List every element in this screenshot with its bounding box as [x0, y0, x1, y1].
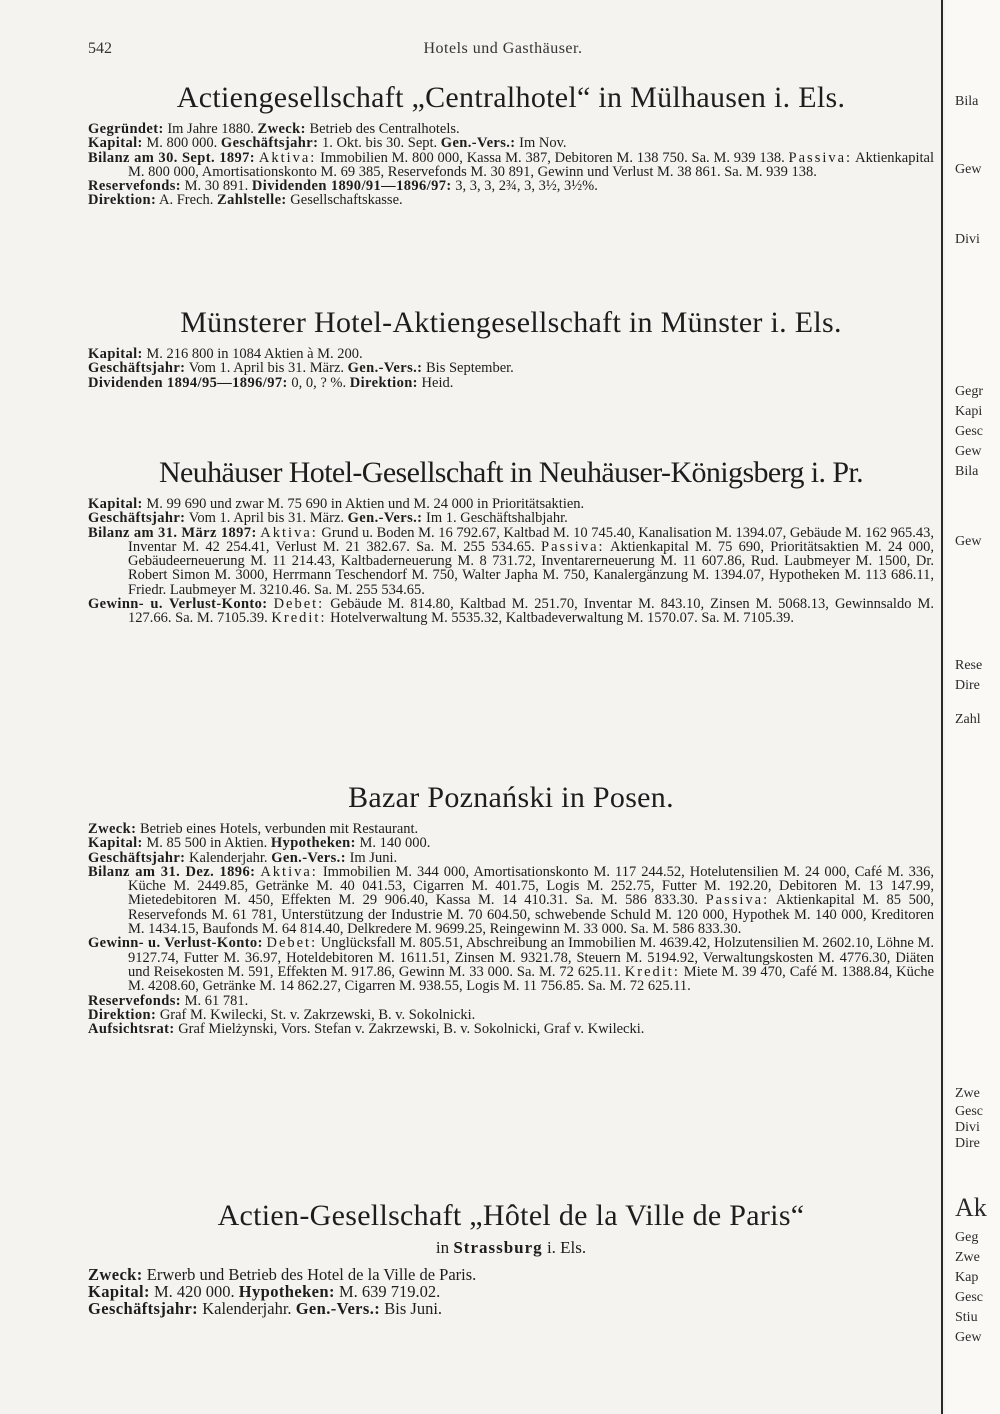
fragment: Gesc	[955, 1290, 983, 1305]
entry-line: Kapital: M. 99 690 und zwar M. 75 690 in Aktien und M. 24 000 in Prioritätsaktien.	[88, 496, 585, 512]
entry-title: Neuhäuser Hotel-Gesellschaft in Neuhäuser-Königsberg i. Pr.	[158, 456, 864, 489]
profit-loss-account: Gewinn- u. Verlust-Konto: Debet: Gebäude M. 814.80, Kaltbad M. 251.70, Inventar M. 843.10, Zinsen M. 5068.13, Gewinnsaldo M. 127.66. Sa. M. 7105.39. Kredit: Hotelverwaltung M. 5535.32, Kaltbadeverwaltung M. 1570.07. Sa. M. 7105.39.	[88, 596, 934, 627]
balance-sheet: Bilanz am 31. Dez. 1896: Aktiva: Immobilien M. 344 000, Amortisationskonto M. 117 244.52, Hotelutensilien M. 24 000, Café M. 336, Küche M. 2449.85, Getränke M. 40 041.53, Cigarren M. 401.75, Logis M. 252.75, Futter M. 192.20, Debitoren M. 13 147.99, Mietedebitoren M. 450, Effekten M. 29 906.40, Kassa M. 14 410.31. Sa. M. 586 833.30. Passiva: Aktienkapital M. 85 500, Reservefonds M. 61 781, Unterstützung der Industrie M. 70 604.50, schwebende Schuld M. 120 000, Hypothek M. 140 000, Kreditoren M. 1434.15, Baufonds M. 64 814.40, Delkredere M. 9699.25, Reingewinn M. 33 000. Sa. M. 586 833.30.	[88, 863, 934, 938]
entry-hotel-ville-de-paris	[88, 1198, 934, 1317]
adjacent-page-strip	[945, 0, 1000, 1414]
entry-centralhotel	[88, 80, 934, 208]
fragment: Gew	[955, 1330, 982, 1345]
fragment: Dire	[955, 1136, 980, 1151]
entry-muensterer-hotel	[88, 305, 934, 390]
entry-line: Geschäftsjahr: Vom 1. April bis 31. März. Gen.-Vers.: Bis September.	[88, 360, 514, 377]
fragment: Divi	[955, 232, 980, 247]
fragment: Gew	[955, 162, 982, 177]
entry-line: Direktion: A. Frech. Zahlstelle: Gesellschaftskasse.	[88, 192, 403, 209]
entry-line: Gegründet: Im Jahre 1880. Zweck: Betrieb des Centralhotels.	[88, 121, 460, 137]
entry-line: Kapital: M. 85 500 in Aktien. Hypotheken: M. 140 000.	[88, 835, 431, 852]
fragment: Bila	[955, 464, 979, 479]
fragment: Kap	[955, 1270, 979, 1285]
fragment: Zwe	[955, 1250, 980, 1265]
fragment: Zwe	[955, 1086, 980, 1101]
balance-sheet: Bilanz am 31. März 1897: Aktiva: Grund u. Boden M. 16 792.67, Kaltbad M. 10 745.40, Kanalisation M. 1394.07, Gebäude M. 162 965.43, Inventar M. 42 254.41, Verlust M. 21 382.67. Sa. M. 255 534.65. Passiva: Aktienkapital M. 75 690, Prioritätsaktien M. 24 000, Gebäudeerneuerung M. 11 214.43, Kaltbaderneuerung M. 8 731.72, Inventarerneuerung M. 11 607.86, Rud. Laubmeyer M. 1500, Dr. Robert Simon M. 3000, Herrmann Teschendorf M. 750, Walter Japha M. 750, Kanalergänzung M. 1394.07, Hypotheken M. 113 686.11, Friedr. Laubmeyer M. 3210.46. Sa. M. 255 534.65.	[88, 524, 934, 598]
fragment: Gew	[955, 444, 982, 459]
fragment: Divi	[955, 1120, 980, 1135]
entry-line: Kapital: M. 216 800 in 1084 Aktien à M. 200.	[88, 346, 363, 362]
fragment: Gew	[955, 534, 982, 549]
entry-line: Geschäftsjahr: Vom 1. April bis 31. März. Gen.-Vers.: Im 1. Geschäftshalbjahr.	[88, 510, 568, 527]
entry-title: Bazar Poznański in Posen.	[348, 781, 674, 814]
fragment: Zahl	[955, 712, 981, 727]
running-title: Hotels und Gasthäuser.	[423, 40, 583, 57]
fragment: Dire	[955, 678, 980, 693]
balance-sheet: Bilanz am 30. Sept. 1897: Aktiva: Immobilien M. 800 000, Kassa M. 387, Debitoren M. 138 750. Sa. M. 939 138. Passiva: Aktienkapital M. 800 000, Amortisationskonto M. 69 385, Reservefonds M. 30 891, Gewinn und Verlust M. 38 861. Sa. M. 939 138.	[88, 149, 935, 180]
city-name: Strassburg	[453, 1238, 543, 1257]
entry-line: Reservefonds: M. 30 891. Dividenden 1890/91—1896/97: 3, 3, 3, 2¾, 3, 3½, 3½%.	[88, 178, 598, 195]
entry-line: Geschäftsjahr: Kalenderjahr. Gen.-Vers.: Im Juni.	[88, 849, 398, 866]
page-number: 542	[88, 40, 112, 57]
column-divider	[941, 0, 943, 1414]
entry-line: Dividenden 1894/95—1896/97: 0, 0, ? %. Direktion: Heid.	[88, 374, 454, 391]
entry-line: Zweck: Erwerb und Betrieb des Hotel de la Ville de Paris.	[88, 1265, 477, 1284]
profit-loss-account: Gewinn- u. Verlust-Konto: Debet: Unglücksfall M. 805.51, Abschreibung an Immobilien M. 4639.42, Holzutensilien M. 2602.10, Löhne M. 9127.74, Futter M. 36.97, Hoteldebitoren M. 1611.51, Zinsen M. 9321.78, Steuern M. 5194.92, Verwaltungskosten M. 4776.30, Diäten und Reisekosten M. 591, Effekten M. 917.86, Gewinn M. 33 000. Sa. M. 72 625.11. Kredit: Miete M. 39 470, Café M. 1388.84, Küche M. 4208.60, Getränke M. 14 862.27, Cigarren M. 938.55, Logis M. 11 756.85. Sa. M. 72 625.11.	[88, 935, 935, 995]
fragment: Geg	[955, 1230, 979, 1245]
entry-line: Zweck: Betrieb eines Hotels, verbunden mit Restaurant.	[88, 821, 419, 837]
fragment: Gesc	[955, 1104, 983, 1119]
entry-title: Münsterer Hotel-Aktiengesellschaft in Münster i. Els.	[180, 306, 842, 339]
entry-bazar-poznanski	[88, 780, 934, 1036]
fragment: Gegr	[955, 384, 983, 399]
entry-title: Actien-Gesellschaft „Hôtel de la Ville de Paris“	[217, 1199, 805, 1232]
fragment: Ak	[955, 1193, 987, 1222]
entry-subtitle: in Strassburg i. Els.	[435, 1238, 587, 1257]
entry-title: Actiengesellschaft „Centralhotel“ in Mülhausen i. Els.	[176, 81, 846, 114]
entry-line: Direktion: Graf M. Kwilecki, St. v. Zakrzewski, B. v. Sokolnicki.	[88, 1006, 476, 1023]
entry-line: Geschäftsjahr: Kalenderjahr. Gen.-Vers.: Bis Juni.	[88, 1299, 443, 1318]
entry-line: Reservefonds: M. 61 781.	[88, 992, 249, 1009]
entry-line: Kapital: M. 800 000. Geschäftsjahr: 1. Okt. bis 30. Sept. Gen.-Vers.: Im Nov.	[88, 135, 567, 152]
fragment: Rese	[955, 658, 983, 673]
fragment: Stiu	[955, 1310, 978, 1325]
entry-neuhaeuser-hotel	[88, 455, 934, 626]
page-header	[88, 40, 918, 60]
entry-line: Kapital: M. 420 000. Hypotheken: M. 639 719.02.	[88, 1282, 441, 1301]
entry-line: Aufsichtsrat: Graf Mielżynski, Vors. Stefan v. Zakrzewski, B. v. Sokolnicki, Graf v. Kwilecki.	[88, 1021, 645, 1038]
fragment: Gesc	[955, 424, 983, 439]
fragment: Bila	[955, 94, 979, 109]
fragment: Kapi	[955, 404, 983, 419]
